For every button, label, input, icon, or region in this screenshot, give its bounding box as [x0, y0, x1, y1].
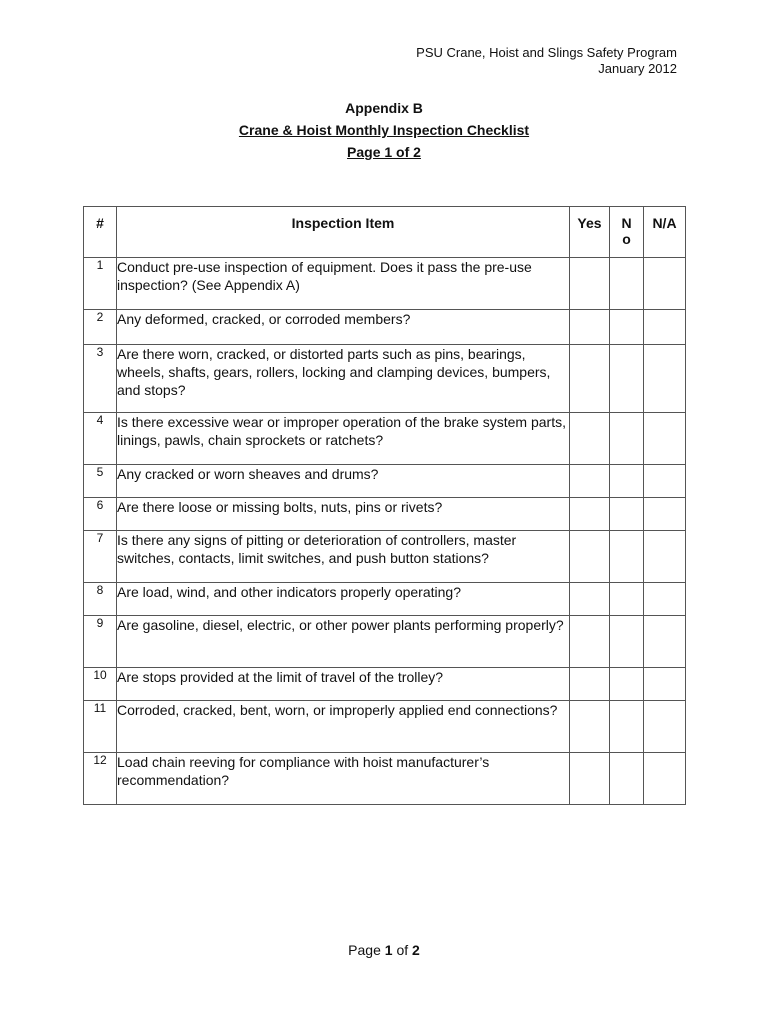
inspection-item-text: Are there loose or missing bolts, nuts, pins or rivets?	[117, 498, 570, 531]
inspection-item-text: Are load, wind, and other indicators properly operating?	[117, 583, 570, 616]
yes-checkbox-cell[interactable]	[570, 258, 610, 310]
yes-checkbox-cell[interactable]	[570, 345, 610, 413]
table-row	[84, 498, 686, 531]
header-number: #	[84, 207, 117, 258]
page-label: Page 1 of 2	[347, 144, 421, 160]
table-row	[84, 465, 686, 498]
row-number: 8	[84, 583, 117, 616]
row-number: 10	[84, 668, 117, 701]
yes-checkbox-cell[interactable]	[570, 531, 610, 583]
no-checkbox-cell[interactable]	[610, 310, 644, 345]
yes-checkbox-cell[interactable]	[570, 668, 610, 701]
no-checkbox-cell[interactable]	[610, 753, 644, 805]
no-checkbox-cell[interactable]	[610, 413, 644, 465]
table-row	[84, 616, 686, 668]
no-checkbox-cell[interactable]	[610, 616, 644, 668]
table-row	[84, 583, 686, 616]
inspection-item-text: Any cracked or worn sheaves and drums?	[117, 465, 570, 498]
inspection-item-text: Is there any signs of pitting or deterioration of controllers, master switches, contacts, limit switches, and push button stations?	[117, 531, 570, 583]
row-number: 5	[84, 465, 117, 498]
footer-of-word: of	[396, 942, 409, 958]
appendix-title: Appendix B	[345, 100, 423, 116]
title-block	[0, 97, 768, 163]
yes-checkbox-cell[interactable]	[570, 465, 610, 498]
program-name: PSU Crane, Hoist and Slings Safety Program	[416, 45, 677, 60]
table-row	[84, 668, 686, 701]
yes-checkbox-cell[interactable]	[570, 701, 610, 753]
inspection-table	[83, 206, 686, 805]
no-checkbox-cell[interactable]	[610, 498, 644, 531]
na-checkbox-cell[interactable]	[644, 498, 686, 531]
na-checkbox-cell[interactable]	[644, 531, 686, 583]
header-no-line2: o	[622, 231, 631, 247]
table-row	[84, 701, 686, 753]
na-checkbox-cell[interactable]	[644, 258, 686, 310]
row-number: 12	[84, 753, 117, 805]
yes-checkbox-cell[interactable]	[570, 310, 610, 345]
yes-checkbox-cell[interactable]	[570, 753, 610, 805]
checklist-title: Crane & Hoist Monthly Inspection Checklist	[238, 122, 530, 138]
table-header-row	[84, 207, 686, 258]
page-footer	[0, 942, 768, 958]
table-row	[84, 310, 686, 345]
inspection-item-text: Any deformed, cracked, or corroded members?	[117, 310, 570, 345]
row-number: 7	[84, 531, 117, 583]
table-row	[84, 531, 686, 583]
row-number: 2	[84, 310, 117, 345]
na-checkbox-cell[interactable]	[644, 668, 686, 701]
no-checkbox-cell[interactable]	[610, 701, 644, 753]
no-checkbox-cell[interactable]	[610, 465, 644, 498]
inspection-item-text: Are there worn, cracked, or distorted parts such as pins, bearings, wheels, shafts, gears, rollers, locking and clamping devices, bumpers, and stops?	[117, 345, 570, 413]
inspection-item-text: Corroded, cracked, bent, worn, or improperly applied end connections?	[117, 701, 570, 753]
yes-checkbox-cell[interactable]	[570, 498, 610, 531]
inspection-item-text: Load chain reeving for compliance with hoist manufacturer’s recommendation?	[117, 753, 570, 805]
header-inspection-item: Inspection Item	[117, 207, 570, 258]
table-row	[84, 258, 686, 310]
na-checkbox-cell[interactable]	[644, 413, 686, 465]
row-number: 6	[84, 498, 117, 531]
no-checkbox-cell[interactable]	[610, 258, 644, 310]
no-checkbox-cell[interactable]	[610, 345, 644, 413]
program-date: January 2012	[598, 61, 677, 76]
na-checkbox-cell[interactable]	[644, 465, 686, 498]
yes-checkbox-cell[interactable]	[570, 413, 610, 465]
na-checkbox-cell[interactable]	[644, 616, 686, 668]
row-number: 9	[84, 616, 117, 668]
no-checkbox-cell[interactable]	[610, 531, 644, 583]
na-checkbox-cell[interactable]	[644, 701, 686, 753]
yes-checkbox-cell[interactable]	[570, 583, 610, 616]
row-number: 11	[84, 701, 117, 753]
na-checkbox-cell[interactable]	[644, 310, 686, 345]
inspection-item-text: Are gasoline, diesel, electric, or other power plants performing properly?	[117, 616, 570, 668]
no-checkbox-cell[interactable]	[610, 668, 644, 701]
table-row	[84, 413, 686, 465]
table-row	[84, 345, 686, 413]
header-no	[610, 207, 644, 258]
header-no-line1: N	[621, 215, 632, 231]
row-number: 1	[84, 258, 117, 310]
inspection-item-text: Are stops provided at the limit of travel of the trolley?	[117, 668, 570, 701]
na-checkbox-cell[interactable]	[644, 753, 686, 805]
inspection-item-text: Conduct pre-use inspection of equipment. Does it pass the pre-use inspection? (See Appendix A)	[117, 258, 570, 310]
no-checkbox-cell[interactable]	[610, 583, 644, 616]
inspection-item-text: Is there excessive wear or improper operation of the brake system parts, linings, pawls, chain sprockets or ratchets?	[117, 413, 570, 465]
row-number: 3	[84, 345, 117, 413]
document-header	[416, 45, 677, 77]
table-row	[84, 753, 686, 805]
yes-checkbox-cell[interactable]	[570, 616, 610, 668]
na-checkbox-cell[interactable]	[644, 345, 686, 413]
footer-current-page: 1	[384, 942, 393, 958]
row-number: 4	[84, 413, 117, 465]
footer-total-pages: 2	[412, 942, 420, 958]
na-checkbox-cell[interactable]	[644, 583, 686, 616]
footer-page-word: Page	[348, 942, 381, 958]
header-na: N/A	[644, 207, 686, 258]
header-yes: Yes	[570, 207, 610, 258]
